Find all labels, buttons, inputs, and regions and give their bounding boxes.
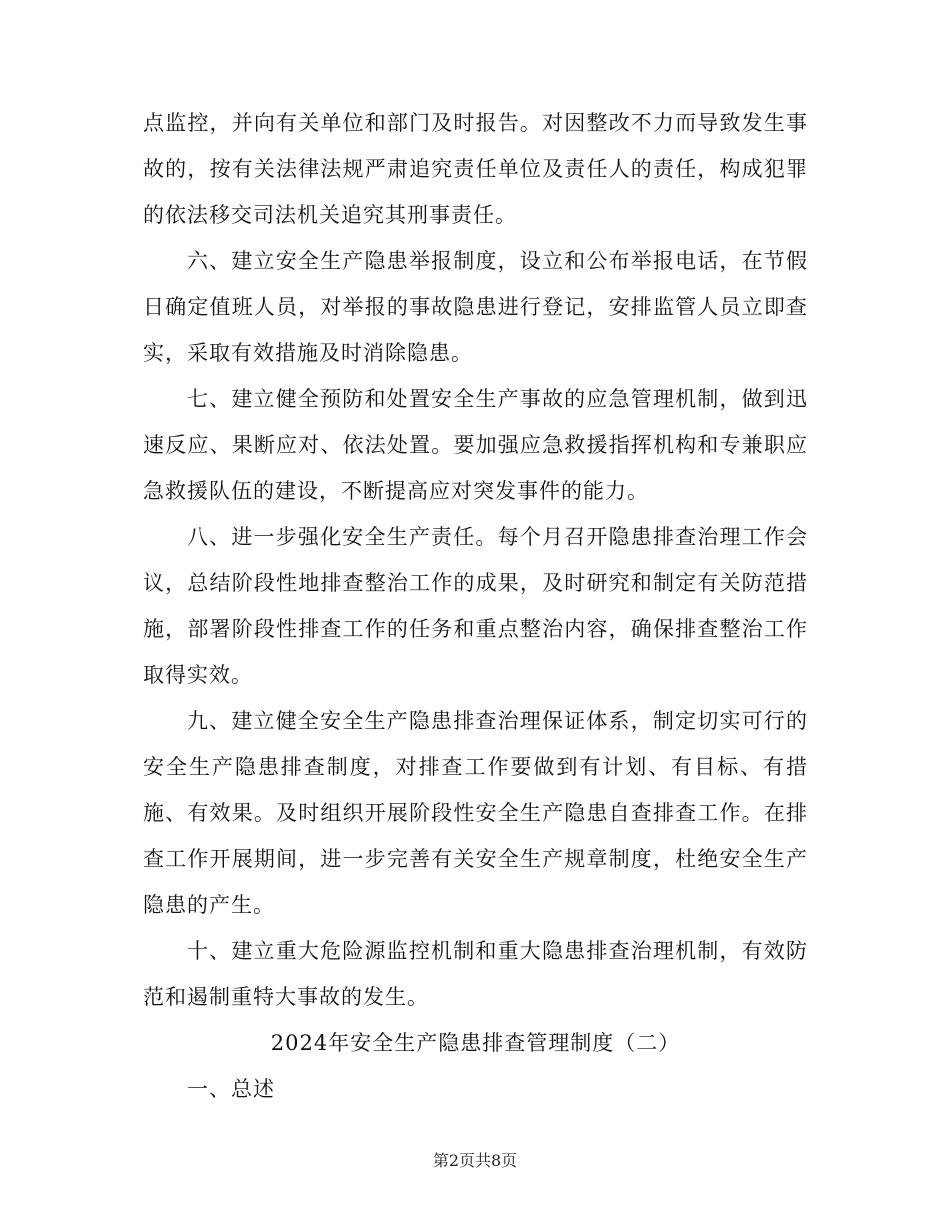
paragraph-item-8: 八、进一步强化安全生产责任。每个月召开隐患排查治理工作会议，总结阶段性地排查整治工作的成果，及时研究和制定有关防范措施，部署阶段性排查工作的任务和重点整治内容，确保排查整治工作取得实效。 [143, 525, 808, 687]
section-heading: 一、总述 [187, 1077, 275, 1101]
paragraph-continuation: 点监控，并向有关单位和部门及时报告。对因整改不力而导致发生事故的，按有关法律法规严肃追究责任单位及责任人的责任，构成犯罪的依法移交司法机关追究其刑事责任。 [143, 111, 808, 227]
paragraph-item-10: 十、建立重大危险源监控机制和重大隐患排查治理机制，有效防范和遏制重特大事故的发生。 [143, 939, 808, 1009]
document-title: 2024年安全生产隐患排查管理制度（二） [270, 1031, 681, 1055]
paragraph-item-9: 九、建立健全安全生产隐患排查治理保证体系，制定切实可行的安全生产隐患排查制度，对排查工作要做到有计划、有目标、有措施、有效果。及时组织开展阶段性安全生产隐患自查排查工作。在排查工作开展期间，进一步完善有关安全生产规章制度，杜绝安全生产隐患的产生。 [143, 709, 808, 917]
page-number-footer: 第2页共8页 [432, 1151, 518, 1170]
paragraph-item-6: 六、建立安全生产隐患举报制度，设立和公布举报电话，在节假日确定值班人员，对举报的事故隐患进行登记，安排监管人员立即查实，采取有效措施及时消除隐患。 [143, 249, 808, 365]
document-body [143, 100, 808, 1112]
paragraph-item-7: 七、建立健全预防和处置安全生产事故的应急管理机制，做到迅速反应、果断应对、依法处置。要加强应急救援指挥机构和专兼职应急救援队伍的建设，不断提高应对突发事件的能力。 [143, 387, 808, 503]
